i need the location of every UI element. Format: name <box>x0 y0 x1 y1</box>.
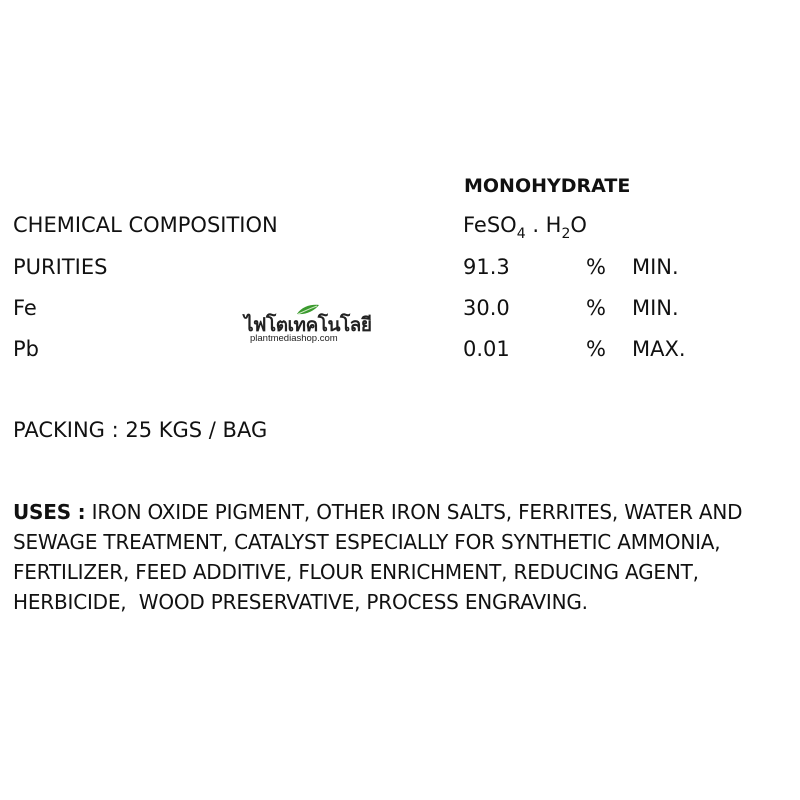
composition-formula: FeSO$_4$ . $H_2O$ <box>463 213 587 242</box>
row-label-purities: PURITIES <box>13 255 108 279</box>
row-limit-pb: MAX. <box>632 337 686 361</box>
uses-line-3: FERTILIZER, FEED ADDITIVE, FLOUR ENRICHMENT, REDUCING AGENT, <box>13 560 699 584</box>
uses-line-1: USES : IRON OXIDE PIGMENT, OTHER IRON SALTS, FERRITES, WATER AND <box>13 500 743 524</box>
composition-label: CHEMICAL COMPOSITION <box>13 213 278 237</box>
watermark-logo <box>244 304 370 352</box>
row-value-purities: 91.3 <box>463 255 510 279</box>
row-unit-purities: % <box>586 255 606 279</box>
uses-label: USES : <box>13 500 86 524</box>
uses-line-2: SEWAGE TREATMENT, CATALYST ESPECIALLY FOR SYNTHETIC AMMONIA, <box>13 530 721 554</box>
row-label-fe: Fe <box>13 296 37 320</box>
row-limit-fe: MIN. <box>632 296 679 320</box>
row-unit-fe: % <box>586 296 606 320</box>
row-unit-pb: % <box>586 337 606 361</box>
row-value-pb: 0.01 <box>463 337 510 361</box>
row-value-fe: 30.0 <box>463 296 510 320</box>
row-limit-purities: MIN. <box>632 255 679 279</box>
watermark-url: plantmediashop.com <box>250 333 338 344</box>
grade-header: MONOHYDRATE <box>464 175 631 197</box>
uses-paragraph <box>13 497 800 617</box>
watermark-thai-text: ไฟโตเทคโนโลยี <box>244 314 372 336</box>
row-label-pb: Pb <box>13 337 39 361</box>
uses-line-4: HERBICIDE, WOOD PRESERVATIVE, PROCESS ENGRAVING. <box>13 590 588 614</box>
packing-text: PACKING : 25 KGS / BAG <box>13 418 268 442</box>
